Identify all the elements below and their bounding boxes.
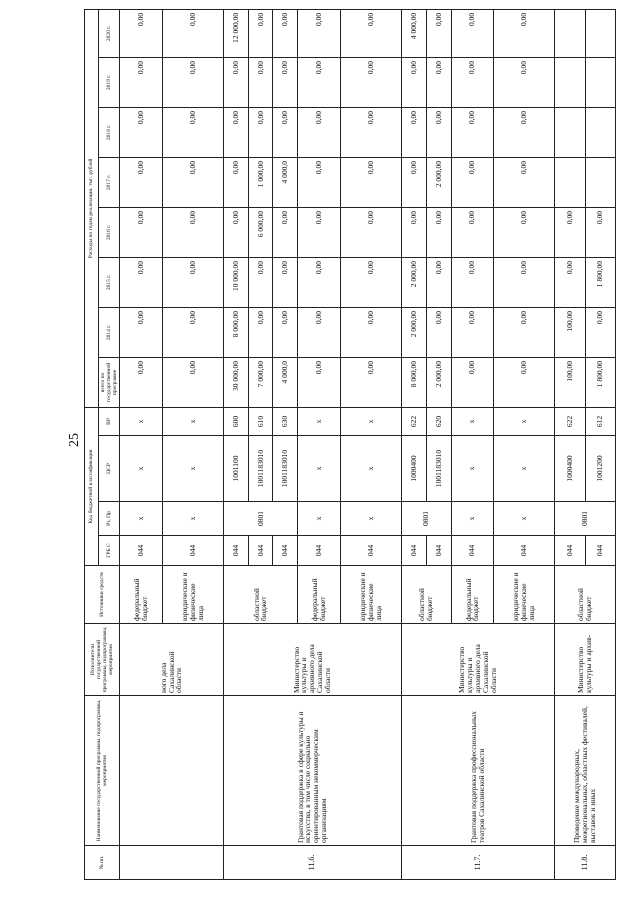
row-csr: х [298,436,341,502]
row-csr: х [494,436,555,502]
row-rzpr: х [341,502,402,536]
row-2020: 4 000,00 [401,9,426,57]
row-grbs: 044 [223,536,248,566]
row-2014: 0,00 [341,307,402,357]
row-rzpr: 0801 [555,502,616,536]
page-number: 25 [67,433,82,447]
row-2014: 0,00 [298,307,341,357]
row-grbs: 044 [585,536,616,566]
row-total: 0,00 [162,357,223,407]
row-2020: 0,00 [341,9,402,57]
header-grbs: ГРБ С [99,536,120,566]
row-2019: 0,00 [162,57,223,107]
header-total: всего по государственной программе [99,357,120,407]
row-2017: 0,00 [162,157,223,207]
row-2014: 8 000,00 [223,307,248,357]
row-2014: 2 000,00 [401,307,426,357]
row-vr: 622 [401,407,426,435]
row-2016: 0,00 [426,207,451,257]
row-no: 11.7. [401,846,554,880]
row-csr: 1000400 [401,436,426,502]
row-2017: 4 000,0 [273,157,298,207]
row-2014: 0,00 [494,307,555,357]
row-csr: 1001183010 [426,436,451,502]
row-vr: 612 [585,407,616,435]
row-total: 0,00 [341,357,402,407]
row-2014: 0,00 [451,307,494,357]
row-2015: 0,00 [451,257,494,307]
table-rotator [84,10,616,880]
row-csr: х [120,436,163,502]
row-source: федеральный бюджет [451,566,494,624]
header-row-top [85,9,99,879]
row-2016: 0,00 [223,207,248,257]
row-2020: 0,00 [298,9,341,57]
row-csr: 1000400 [555,436,585,502]
row-2017: 0,00 [401,157,426,207]
row-2015: 1 800,00 [585,257,616,307]
row-2015: 0,00 [120,257,163,307]
row-2018: 0,00 [341,107,402,157]
row-2019: 0,00 [494,57,555,107]
row-grbs: 044 [426,536,451,566]
row-2018 [555,107,585,157]
row-no: 11.8. [555,846,616,880]
row-total: 1 800,00 [585,357,616,407]
row-2015: 0,00 [248,257,273,307]
row-2017: 0,00 [298,157,341,207]
row-source: областной бюджет [223,566,297,624]
row-2019: 0,00 [451,57,494,107]
header-year-2018: 2018 г. [99,107,120,157]
row-2020: 0,00 [248,9,273,57]
row-2016: 0,00 [401,207,426,257]
row-2017: 0,00 [451,157,494,207]
row-csr: 1001200 [585,436,616,502]
row-rzpr: 0801 [401,502,451,536]
row-total: 4 000,0 [273,357,298,407]
row-vr: х [162,407,223,435]
row-2018: 0,00 [120,107,163,157]
row-total: 7 000,00 [248,357,273,407]
row-vr: 630 [273,407,298,435]
row-name: Проведение международных, межрегиональных, областных фестивалей, выставок и иных [555,696,616,846]
row-2017: 0,00 [341,157,402,207]
rotated-table-container [84,10,616,880]
row-rzpr: х [298,502,341,536]
row-2014: 0,00 [585,307,616,357]
row-vr: х [341,407,402,435]
row-2014: 0,00 [248,307,273,357]
row-2014: 0,00 [162,307,223,357]
row-2020: 0,00 [494,9,555,57]
row-2016: 0,00 [120,207,163,257]
row-source: федеральный бюджет [298,566,341,624]
row-2019 [555,57,585,107]
row-2017: 1 000,00 [248,157,273,207]
row-rzpr: х [120,502,163,536]
row-2019: 0,00 [298,57,341,107]
table-row [555,9,585,879]
row-2015: 0,00 [162,257,223,307]
row-name: Грантовая поддержка профессиональных театров Сахалинской области [401,696,554,846]
row-source: юридические и физические лица [162,566,223,624]
row-2015: 0,00 [298,257,341,307]
row-2017: 0,00 [494,157,555,207]
row-2018: 0,00 [298,107,341,157]
row-total: 0,00 [298,357,341,407]
row-total: 0,00 [451,357,494,407]
row-2016: 0,00 [273,207,298,257]
row-2015: 2 000,00 [401,257,426,307]
row-vr: х [120,407,163,435]
row-2015: 0,00 [273,257,298,307]
row-2014: 100,00 [555,307,585,357]
row-2014: 0,00 [273,307,298,357]
row-grbs: 044 [273,536,298,566]
row-2017 [585,157,616,207]
row-2020: 0,00 [451,9,494,57]
row-executor: Министерство культуры и архивного дела Сахалинской области [401,624,554,696]
row-source: областной бюджет [555,566,616,624]
table-row [401,9,426,879]
row-2019: 0,00 [248,57,273,107]
row-total: 0,00 [120,357,163,407]
row-grbs: 044 [341,536,402,566]
header-budget-codes: Код бюджетной классификации [85,407,99,565]
row-csr: 1001183010 [248,436,273,502]
row-2020: 12 000,00 [223,9,248,57]
row-2019 [585,57,616,107]
row-2019: 0,00 [273,57,298,107]
row-2016: 0,00 [341,207,402,257]
row-2016: 0,00 [451,207,494,257]
row-total: 30 000,00 [223,357,248,407]
row-total: 8 000,00 [401,357,426,407]
row-grbs: 044 [451,536,494,566]
row-2018: 0,00 [162,107,223,157]
header-name: Наименование государственной программы, подпрограммы, мероприятия [85,696,120,846]
row-rzpr: х [451,502,494,536]
row-2014: 0,00 [426,307,451,357]
row-2016: 0,00 [585,207,616,257]
row-2020 [555,9,585,57]
row-2020: 0,00 [162,9,223,57]
row-2020: 0,00 [426,9,451,57]
row-2020: 0,00 [273,9,298,57]
row-name: Грантовая поддержка в сфере культуры и искусства, в том числе социально ориентированным некоммерческим организациям [223,696,401,846]
row-csr: х [341,436,402,502]
row-no: 11.6. [223,846,401,880]
row-2015: 0,00 [494,257,555,307]
row-rzpr: 0801 [223,502,297,536]
row-2018: 0,00 [494,107,555,157]
row-2020 [585,9,616,57]
header-expenses: Расходы по годам реализации, тыс. рублей [85,9,99,407]
row-2017: 0,00 [120,157,163,207]
row-executor: Министерство культуры и архивного дела Сахалинской области [223,624,401,696]
row-2020: 0,00 [120,9,163,57]
row-2016: 0,00 [555,207,585,257]
row-executor: Министерство культуры и архив- [555,624,616,696]
row-vr: х [451,407,494,435]
row-2015: 0,00 [426,257,451,307]
row-vr: х [494,407,555,435]
table-row [120,9,163,879]
row-rzpr: х [494,502,555,536]
row-csr: 1001183010 [273,436,298,502]
row-name [120,696,224,846]
row-2016: 0,00 [298,207,341,257]
header-csr: ЦСР [99,436,120,502]
row-2017 [555,157,585,207]
row-grbs: 044 [555,536,585,566]
header-no: № пп. [85,846,120,880]
row-2019: 0,00 [401,57,426,107]
budget-table [84,9,616,880]
row-total: 0,00 [494,357,555,407]
header-year-2017: 2017 г. [99,157,120,207]
row-2018: 0,00 [223,107,248,157]
row-2017: 0,00 [223,157,248,207]
row-grbs: 044 [162,536,223,566]
header-source: Источники средств [85,566,120,624]
row-2014: 0,00 [120,307,163,357]
row-2016: 6 000,00 [248,207,273,257]
header-executor: Исполнители государственной программы, подпрограммы, мероприятия [85,624,120,696]
row-source: федеральный бюджет [120,566,163,624]
header-vr: ВР [99,407,120,435]
row-csr: х [162,436,223,502]
row-2018: 0,00 [451,107,494,157]
row-vr: 610 [248,407,273,435]
header-year-2020: 2020 г. [99,9,120,57]
row-csr: х [451,436,494,502]
row-2019: 0,00 [426,57,451,107]
row-2019: 0,00 [223,57,248,107]
header-rzpr: Рз, Пр [99,502,120,536]
header-year-2016: 2016 г. [99,207,120,257]
header-year-2015: 2015 г. [99,257,120,307]
row-grbs: 044 [494,536,555,566]
row-2018: 0,00 [426,107,451,157]
row-2019: 0,00 [341,57,402,107]
row-vr: х [298,407,341,435]
header-year-2019: 2019 г. [99,57,120,107]
row-total: 2 000,00 [426,357,451,407]
row-grbs: 044 [298,536,341,566]
row-grbs: 044 [248,536,273,566]
row-executor: ного дела Сахалинской области [120,624,224,696]
row-2015: 0,00 [341,257,402,307]
row-2018: 0,00 [401,107,426,157]
row-2015: 10 000,00 [223,257,248,307]
row-2017: 2 000,00 [426,157,451,207]
row-csr: 1001100 [223,436,248,502]
row-rzpr: х [162,502,223,536]
row-2018: 0,00 [248,107,273,157]
row-vr: 620 [426,407,451,435]
row-2015: 0,00 [555,257,585,307]
row-vr: 600 [223,407,248,435]
header-year-2014: 2014 г. [99,307,120,357]
row-source: юридические и физические лица [494,566,555,624]
table-row [223,9,248,879]
row-grbs: 044 [401,536,426,566]
row-source: областной бюджет [401,566,451,624]
row-2016: 0,00 [494,207,555,257]
row-2019: 0,00 [120,57,163,107]
row-no [120,846,224,880]
row-2018 [585,107,616,157]
row-source: юридические и физические лица [341,566,402,624]
row-2018: 0,00 [273,107,298,157]
row-total: 100,00 [555,357,585,407]
row-2016: 0,00 [162,207,223,257]
row-grbs: 044 [120,536,163,566]
row-vr: 622 [555,407,585,435]
